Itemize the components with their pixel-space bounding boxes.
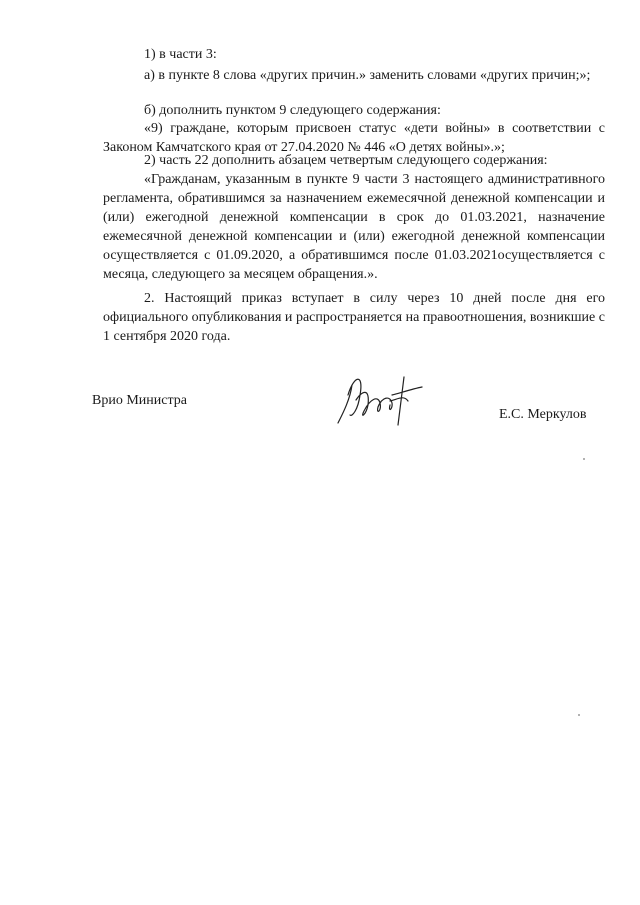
- scan-speck: [583, 458, 585, 460]
- item-1a-replace-words: а) в пункте 8 слова «других причин.» заменить словами «других причин;»;: [144, 68, 591, 83]
- signatory-name: Е.С. Меркулов: [499, 407, 587, 422]
- item-1b-add-point-9: б) дополнить пунктом 9 следующего содержания:: [144, 103, 441, 118]
- effective-date-clause: 2. Настоящий приказ вступает в силу через 10 дней после дня его официального опубликования и распространяется на правоотношения, возникшие с 1 сентября 2020 года.: [103, 291, 605, 344]
- item-2-part-22: 2) часть 22 дополнить абзацем четвертым следующего содержания:: [144, 153, 548, 168]
- handwritten-signature: [330, 365, 430, 430]
- scan-speck: [578, 714, 580, 716]
- signatory-position: Врио Министра: [92, 393, 187, 408]
- item-1-in-part-3: 1) в части 3:: [144, 47, 217, 62]
- quoted-paragraph: «Гражданам, указанным в пункте 9 части 3 настоящего административного регламента, обратившимся за назначением ежемесячной денежной компенсации и (или) ежегодной денежной компенсации в срок до 01.03.2021, назначение ежемесячной денежной компенсации и (или) ежегодной денежной компенсации осуществляется с 01.09.2020, а обратившимся после 01.03.2021осуществляется с месяца, следующего за месяцем обращения.».: [103, 172, 605, 282]
- point-9-text: «9) граждане, которым присвоен статус «дети войны» в соответствии с Законом Камчатского края от 27.04.2020 № 446 «О детях войны».»;: [103, 121, 605, 155]
